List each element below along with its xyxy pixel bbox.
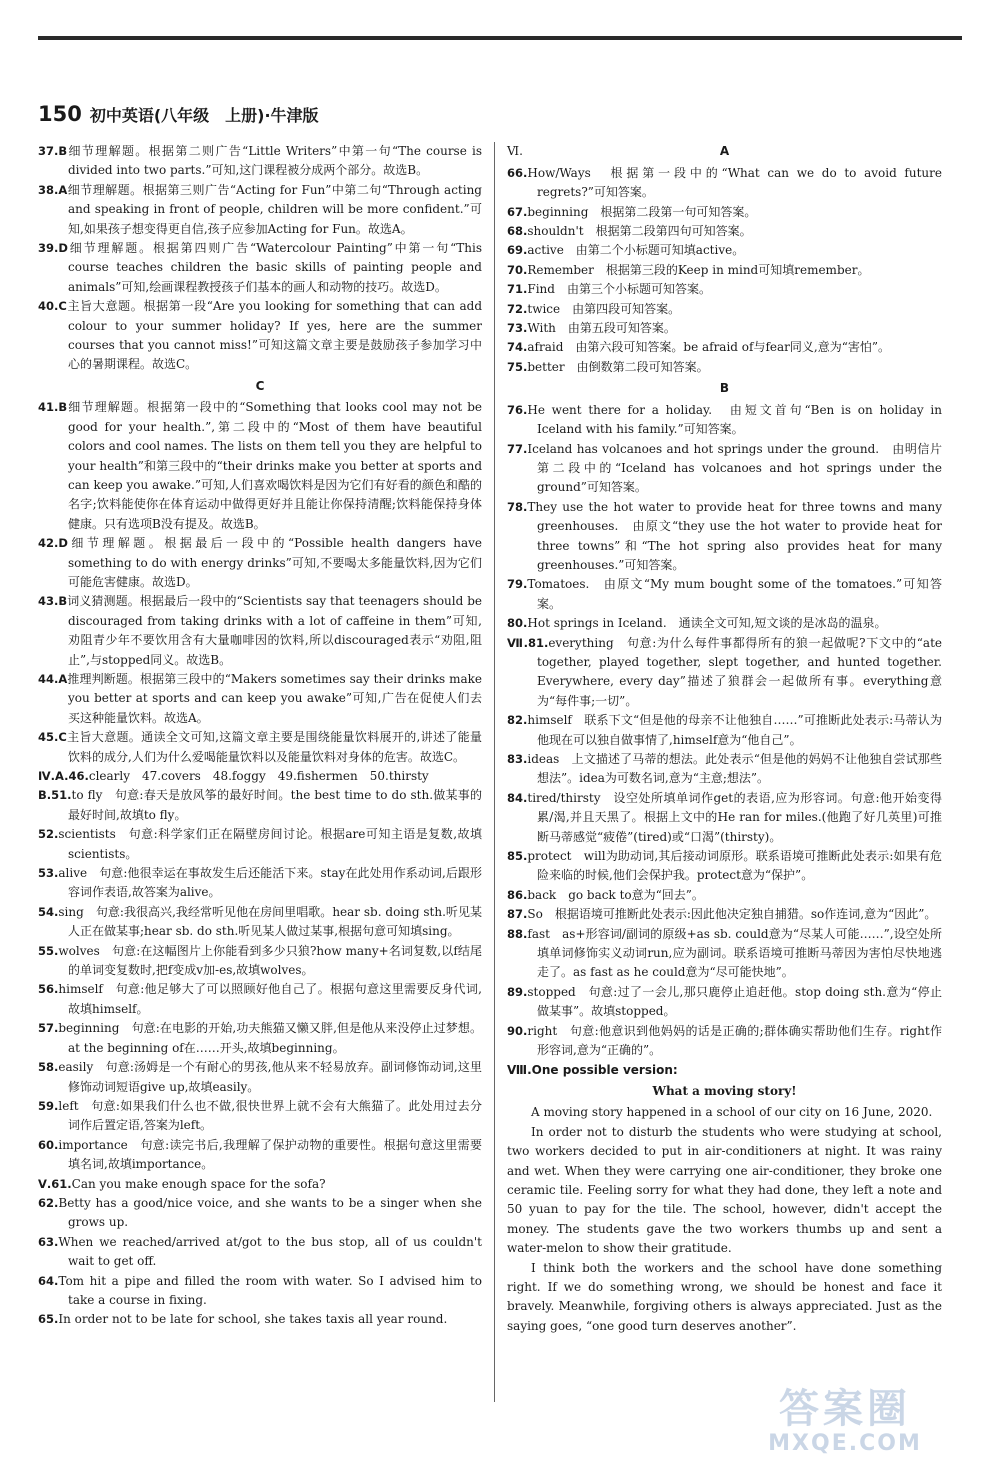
item-number: 64.	[38, 1273, 59, 1288]
item-number: 74.	[507, 340, 528, 355]
answer-item	[38, 980, 482, 1019]
section-heading: A	[719, 144, 730, 159]
item-number: 40.C	[38, 299, 67, 314]
answer-item	[507, 789, 942, 847]
item-number: 62.	[38, 1195, 59, 1210]
item-text: beginning 根据第二段第一句可知答案。	[527, 204, 757, 219]
item-number: 45.C	[38, 730, 67, 745]
page-header	[38, 94, 319, 134]
item-text: With 由第五段可知答案。	[527, 321, 676, 336]
item-text: When we reached/arrived at/got to the bus stop, all of us couldn't wait to get off.	[58, 1234, 482, 1269]
item-text: twice 由第四段可知答案。	[527, 301, 681, 316]
answer-item	[38, 1019, 482, 1058]
item-text: protect will为助动词,其后接动词原形。联系语境可推断此处表示:如果有危险来临的时候,他们会保护我。protect意为“保护”。	[527, 849, 942, 883]
answer-item	[507, 401, 942, 440]
answer-item	[38, 297, 482, 375]
section-roman: Ⅵ.	[507, 144, 523, 158]
item-text: alive 句意:他很幸运在事故发生后还能活下来。stay在此处用作系动词,后跟形容词作表语,故答案为alive。	[58, 866, 482, 900]
answer-item	[507, 222, 942, 241]
writing-section	[507, 1061, 942, 1337]
item-number: 41.B	[38, 400, 68, 415]
item-text: himself 句意:他足够大了可以照顾好他自己了。根据句意这里需要反身代词,故填himself。	[58, 982, 482, 1016]
item-number: 75.	[507, 359, 528, 374]
answer-item	[38, 181, 482, 239]
answer-item	[507, 905, 942, 924]
item-number: 79.	[507, 577, 528, 592]
item-text: Betty has a good/nice voice, and she wants to be a singer when she grows up.	[58, 1195, 482, 1230]
item-number: 42.D	[38, 536, 68, 551]
essay-paragraph: I think both the workers and the school have done something right. If we do something wrong, we should be honest and face it bravely. Meanwhile, forgiving others is always appreciated. Just as the saying goes, “one good turn deserves another”.	[507, 1260, 942, 1333]
item-text: ideas 上文描述了马蒂的想法。此处表示“但是他的妈妈不让他独自尝试那些想法”。idea为可数名词,意为“主意;想法”。	[527, 752, 942, 786]
watermark-url: MXQE.COM	[768, 1431, 922, 1456]
item-text: In order not to be late for school, she takes taxis all year round.	[58, 1312, 448, 1327]
item-text: Can you make enough space for the sofa?	[71, 1176, 326, 1191]
answer-item	[38, 903, 482, 942]
watermark-text: 答案圈	[779, 1386, 911, 1432]
item-text: 推理判断题。根据第三段中的“Makers sometimes say their drinks make you better at sports and can keep you awake”可知,广告在促使人们去买这种能量饮料。故选A。	[67, 671, 482, 725]
item-number: 72.	[507, 301, 528, 316]
item-text: So 根据语境可推断此处表示:因此他决定独自捕猎。so作连词,意为“因此”。	[527, 907, 937, 922]
essay-paragraph: In order not to disturb the students who were studying at school, two workers decided to put in air-conditioners at night. It was rainy and wet. When they were carrying one air-conditioner, they broke one ceramic tile. Feeling sorry for what they had done, they left a note and 50 yuan to pay for the tile. The school, however, didn't accept the money. The students gave the two workers thumbs up and sent a water-melon to show their gratitude.	[507, 1124, 942, 1256]
item-text: sing 句意:我很高兴,我经常听见他在房间里唱歌。hear sb. doing sth.听见某人正在做某事;hear sb. do sth.听见某人做过某事,根据句意可知填sing。	[58, 904, 482, 939]
answer-item	[507, 241, 942, 260]
item-text: 主旨大意题。根据第一段“Are you looking for something that can add colour to your summer holiday? If yes, here are the summer courses that you cannot miss!”可知这篇文章主要是鼓励孩子参加学习中心的暑期课程。故选C。	[66, 299, 482, 372]
item-number: 89.	[507, 984, 528, 999]
answer-item	[38, 786, 482, 825]
item-number: 73.	[507, 321, 528, 336]
answer-item	[38, 239, 482, 297]
item-number: 55.	[38, 943, 59, 958]
right-column	[507, 142, 942, 1336]
item-number: 70.	[507, 262, 528, 277]
answer-item	[507, 614, 942, 633]
answer-item	[507, 338, 942, 357]
item-number: 57.	[38, 1021, 59, 1036]
item-number: 65.	[38, 1312, 59, 1327]
answer-item	[507, 575, 942, 614]
item-number: 87.	[507, 907, 528, 922]
item-number: 83.	[507, 752, 528, 766]
answer-item	[38, 1272, 482, 1311]
item-text: How/Ways 根据第一段中的“What can we do to avoid future regrets?”可知答案。	[527, 165, 942, 200]
left-column	[38, 142, 482, 1330]
item-text: himself 联系下文“但是他的母亲不让他独自……”可推断此处表示:马蒂认为他现在可以独自做事情了,himself意为“他自己”。	[527, 713, 942, 747]
answer-item	[38, 728, 482, 767]
book-title: 初中英语(八年级 上册)·牛津版	[89, 105, 319, 125]
answer-item	[507, 203, 942, 222]
item-number: 84.	[507, 790, 528, 805]
item-text: easily 句意:汤姆是一个有耐心的男孩,他从来不轻易放弃。副词修饰动词,这里修饰动词短语give up,故填easily。	[58, 1060, 482, 1094]
item-text: Tom hit a pipe and filled the room with water. So I advised him to take a course in fixing.	[58, 1273, 482, 1307]
answer-item	[38, 1194, 482, 1233]
answer-item	[507, 886, 942, 905]
item-text: wolves 句意:在这幅图片上你能看到多少只狼?how many+名词复数,以f结尾的单词变复数时,把f变成v加-es,故填wolves。	[58, 943, 482, 978]
item-number: 66.	[507, 165, 528, 180]
page-number: 150	[38, 102, 82, 126]
item-text: Find 由第三个小标题可知答案。	[527, 282, 711, 297]
item-number: 53.	[38, 866, 59, 881]
item-text: stopped 句意:过了一会儿,那只鹿停止追赶他。stop doing sth.意为“停止做某事”。故填stopped。	[527, 984, 942, 1019]
answer-item	[507, 634, 942, 712]
section-heading: B	[719, 381, 730, 396]
item-text: 主旨大意题。通读全文可知,这篇文章主要是围绕能量饮料展开的,讲述了能量饮料的成分,人们为什么爱喝能量饮料以及能量饮料对身体的危害。故选C。	[66, 730, 482, 764]
answer-item	[38, 670, 482, 728]
answer-item	[38, 767, 482, 786]
item-text: They use the hot water to provide heat for three towns and many greenhouses. 由原文“they use the hot water to provide heat for three towns”和“The hot spring also provides heat for many greenhouses.”可知答案。	[527, 499, 942, 572]
item-number: 59.	[38, 1098, 59, 1113]
item-text: Iceland has volcanoes and hot springs under the ground. 由明信片第二段中的“Iceland has volcanoes and hot springs under the ground”可知答案。	[527, 441, 942, 495]
item-number: 56.	[38, 982, 59, 997]
item-number: 38.A	[38, 182, 68, 197]
item-number: 78.	[507, 499, 528, 514]
answer-item	[507, 280, 942, 299]
essay-title: What a moving story!	[652, 1083, 797, 1098]
answer-item	[38, 1136, 482, 1175]
item-text: right 句意:他意识到他妈妈的话是正确的;群体确实帮助他们生存。right作形容词,意为“正确的”。	[527, 1023, 942, 1058]
item-number: 86.	[507, 887, 528, 902]
item-text: left 句意:如果我们什么也不做,很快世界上就不会有大熊猫了。此处用过去分词作后置定语,答案为left。	[58, 1098, 482, 1133]
item-text: 细节理解题。根据第三则广告“Acting for Fun”中第二句“Through acting and speaking in front of people, children will be more confident.”可知,如果孩子想变得更自信,孩子应参加Acting for Fun。故选A。	[67, 182, 482, 236]
item-text: everything 句意:为什么每件事都得所有的狼一起做呢?下文中的“ate together, played together, slept together, and hunted together. Everywhere, every day”描述了狼群会一起做所有事。everything意为“每件事;一切”。	[537, 635, 942, 708]
item-text: better 由倒数第二段可知答案。	[527, 359, 709, 374]
answer-item	[507, 750, 942, 789]
answer-item	[507, 261, 942, 280]
answer-item	[507, 440, 942, 498]
item-text: Tomatoes. 由原文“My mum bought some of the tomatoes.”可知答案。	[527, 577, 942, 611]
item-number: 37.B	[38, 144, 68, 158]
answer-item	[38, 1097, 482, 1136]
answer-item	[38, 142, 482, 181]
item-text: back go back to意为“回去”。	[527, 887, 704, 902]
item-text: He went there for a holiday. 由短文首句“Ben is on holiday in Iceland with his family.”可知答案。	[527, 402, 942, 437]
item-text: 细节理解题。根据第一段中的“Something that looks cool may not be good for your health.”,第二段中的“Most of them have beautiful colors and cool names. The lists on them tell you they are helpful to your health”和第三段中的“their drinks make you better at sports and can keep you awake.”可知,人们喜欢喝饮料是因为它们有好看的颜色和酷的名字;饮料能使你在体育运动中做得更好并且能让你保持清醒;饮料能保持身体健康。只有选项B没有提及。故选B。	[67, 400, 482, 531]
answer-item	[507, 1022, 942, 1061]
item-number: 54.	[38, 904, 59, 919]
writing-label: Ⅷ.One possible version:	[507, 1062, 678, 1077]
item-text: 细节理解题。根据第二则广告“Little Writers”中第一句“The course is divided into two parts.”可知,这门课程被分成两个部分。故选B。	[67, 144, 482, 178]
item-text: importance 句意:读完书后,我理解了保护动物的重要性。根据句意这里需要填名词,故填importance。	[58, 1137, 482, 1172]
item-number: 60.	[38, 1137, 59, 1152]
item-number: 67.	[507, 204, 528, 219]
item-number: Ⅳ.A.46.	[38, 769, 89, 783]
item-number: B.51.	[38, 788, 72, 803]
item-text: shouldn't 根据第二段第四句可知答案。	[527, 224, 752, 239]
answer-item	[507, 498, 942, 576]
item-text: afraid 由第六段可知答案。be afraid of与fear同义,意为“害怕”。	[527, 340, 890, 355]
item-text: fast as+形容词/副词的原级+as sb. could意为“尽某人可能……”,设空处所填单词修饰实义动词run,应为副词。联系语境可推断马蒂因为害怕尽快地逃走了。as fast as he could意为“尽可能快地”。	[527, 926, 942, 980]
item-text: scientists 句意:科学家们正在隔壁房间讨论。根据are可知主语是复数,故填scientists。	[58, 827, 482, 861]
item-number: 82.	[507, 713, 528, 728]
answer-item	[507, 983, 942, 1022]
item-text: tired/thirsty 设空处所填单词作get的表语,应为形容词。句意:他开始变得累/渴,并且天黑了。根据上文中的He ran for miles.(他跑了好几英里)可推断马蒂感觉“疲倦”(tired)或“口渴”(thirsty)。	[527, 790, 942, 844]
item-number: 58.	[38, 1060, 59, 1075]
answer-item	[38, 864, 482, 903]
item-text: Hot springs in Iceland. 通读全文可知,短文谈的是冰岛的温泉。	[527, 616, 887, 631]
item-text: 细节理解题。根据最后一段中的“Possible health dangers have something to do with energy drinks”可知,不要喝太多能量饮料,因为它们可能危害健康。故选D。	[67, 536, 482, 589]
item-text: 细节理解题。根据第四则广告“Watercolour Painting”中第一句“This course teaches children the basic skills of painting people and animals”可知,绘画课程教授孩子们基本的画人和动物的技巧。故选D。	[67, 241, 482, 294]
top-rule	[38, 36, 962, 40]
item-text: Remember 根据第三段的Keep in mind可知填remember。	[527, 262, 870, 277]
item-number: 52.	[38, 827, 59, 842]
section-heading: C	[255, 378, 265, 393]
item-number: 77.	[507, 441, 528, 456]
item-text: 词义猜测题。根据最后一段中的“Scientists say that teenagers should be discouraged from taking drinks with a lot of caffeine in them”可知,劝阻青少年不要饮用含有大量咖啡因的饮料,所以discouraged表示“劝阻,阻止”,与stopped同义。故选B。	[67, 594, 482, 667]
item-text: beginning 句意:在电影的开始,功夫熊猫又懒又胖,但是他从来没停止过梦想。at the beginning of在……开头,故填beginning。	[58, 1021, 482, 1055]
item-number: Ⅶ.81.	[507, 635, 549, 650]
essay-paragraph: A moving story happened in a school of our city on 16 June, 2020.	[531, 1105, 933, 1120]
item-number: 63.	[38, 1234, 59, 1249]
item-number: 85.	[507, 849, 528, 864]
item-number: 69.	[507, 243, 528, 258]
answer-item	[507, 847, 942, 886]
item-number: 43.B	[38, 594, 68, 609]
answer-item	[38, 534, 482, 592]
answer-item	[38, 1175, 482, 1194]
item-number: 44.A	[38, 671, 68, 686]
item-number: 76.	[507, 402, 528, 417]
answer-item	[38, 1310, 482, 1329]
item-number: 71.	[507, 282, 528, 297]
item-number: Ⅴ.61.	[38, 1176, 72, 1191]
answer-item	[507, 711, 942, 750]
item-text: to fly 句意:春天是放风筝的最好时间。the best time to do sth.做某事的最好时间,故填to fly。	[68, 788, 482, 822]
column-divider	[494, 142, 495, 1402]
item-text: active 由第二个小标题可知填active。	[527, 243, 745, 258]
answer-item	[38, 825, 482, 864]
item-number: 68.	[507, 224, 528, 239]
item-number: 80.	[507, 616, 528, 631]
answer-item	[507, 300, 942, 319]
item-text: clearly 47.covers 48.foggy 49.fishermen 50.thirsty	[88, 769, 429, 783]
answer-item	[38, 1058, 482, 1097]
answer-item	[507, 164, 942, 203]
right-items	[507, 164, 942, 1061]
item-number: 88.	[507, 926, 528, 941]
item-number: 39.D	[38, 241, 68, 256]
watermark-logo	[730, 1387, 960, 1457]
answer-item	[38, 1233, 482, 1272]
answer-item	[507, 319, 942, 338]
answer-item	[507, 358, 942, 377]
answer-item	[38, 398, 482, 534]
item-number: 90.	[507, 1023, 528, 1038]
answer-item	[507, 925, 942, 983]
answer-item	[38, 592, 482, 670]
answer-item	[38, 942, 482, 981]
